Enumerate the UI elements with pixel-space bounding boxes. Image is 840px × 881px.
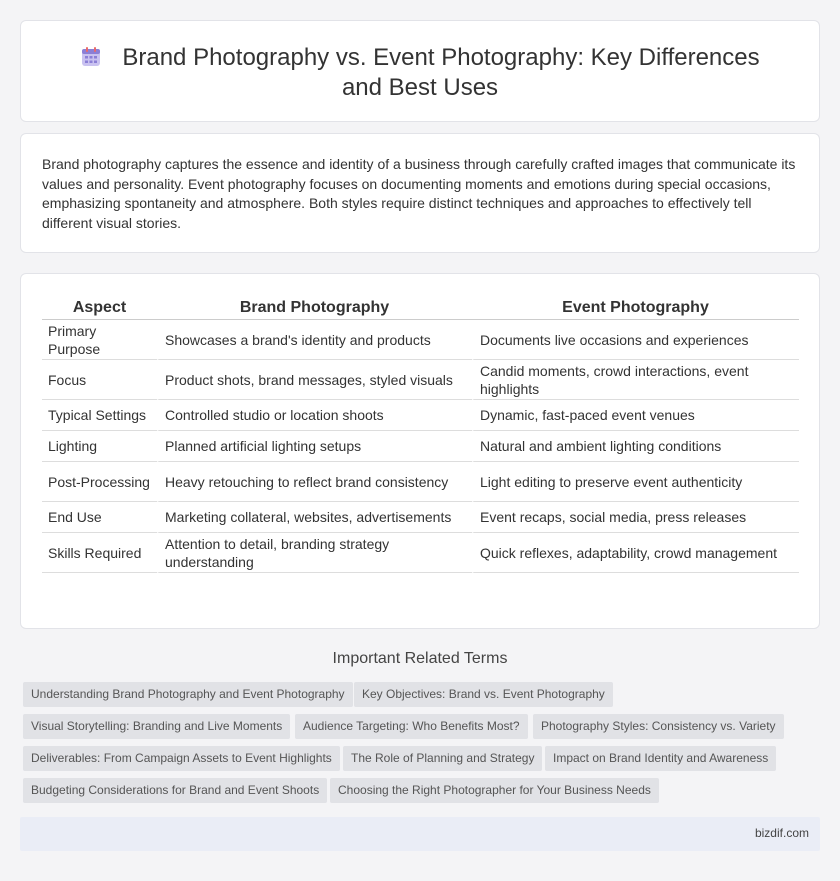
aspect-cell: End Use xyxy=(42,502,157,533)
related-term-tag[interactable]: Understanding Brand Photography and Event Photography xyxy=(23,682,353,707)
title-card xyxy=(20,20,820,122)
brand-cell: Product shots, brand messages, styled visuals xyxy=(157,360,472,400)
table-header-row xyxy=(42,295,799,320)
aspect-cell: Post-Processing xyxy=(42,462,157,502)
brand-cell: Controlled studio or location shoots xyxy=(157,400,472,431)
intro-card xyxy=(20,133,820,253)
event-cell: Dynamic, fast-paced event venues xyxy=(472,400,799,431)
calendar-icon xyxy=(80,46,102,68)
related-term-tag[interactable]: Photography Styles: Consistency vs. Variety xyxy=(533,714,784,739)
table-row xyxy=(42,400,799,431)
table-row xyxy=(42,462,799,502)
brand-cell: Showcases a brand's identity and products xyxy=(157,320,472,360)
event-cell: Documents live occasions and experiences xyxy=(472,320,799,360)
event-cell: Quick reflexes, adaptability, crowd management xyxy=(472,533,799,573)
related-term-tag[interactable]: Key Objectives: Brand vs. Event Photography xyxy=(354,682,613,707)
brand-cell: Marketing collateral, websites, advertisements xyxy=(157,502,472,533)
aspect-cell: Lighting xyxy=(42,431,157,462)
aspect-cell: Focus xyxy=(42,360,157,400)
related-term-tag[interactable]: Impact on Brand Identity and Awareness xyxy=(545,746,776,771)
table-row xyxy=(42,502,799,533)
event-cell: Event recaps, social media, press releases xyxy=(472,502,799,533)
page-title-wrap xyxy=(61,43,779,103)
brand-cell: Heavy retouching to reflect brand consistency xyxy=(157,462,472,502)
aspect-cell: Primary Purpose xyxy=(42,320,157,360)
aspect-cell: Typical Settings xyxy=(42,400,157,431)
page-title: Brand Photography vs. Event Photography: Key Differences and Best Uses xyxy=(122,44,760,101)
table-row xyxy=(42,431,799,462)
event-cell: Light editing to preserve event authenticity xyxy=(472,462,799,502)
brand-cell: Planned artificial lighting setups xyxy=(157,431,472,462)
related-term-tag[interactable]: Audience Targeting: Who Benefits Most? xyxy=(295,714,528,739)
comparison-table xyxy=(42,295,799,573)
brand-cell: Attention to detail, branding strategy understanding xyxy=(157,533,472,573)
table-row xyxy=(42,360,799,400)
related-term-tag[interactable]: Visual Storytelling: Branding and Live Moments xyxy=(23,714,290,739)
header-brand-photography: Brand Photography xyxy=(157,295,472,320)
table-row xyxy=(42,320,799,360)
event-cell: Natural and ambient lighting conditions xyxy=(472,431,799,462)
footer xyxy=(20,817,820,851)
table-row xyxy=(42,533,799,573)
header-event-photography: Event Photography xyxy=(472,295,799,320)
event-cell: Candid moments, crowd interactions, event highlights xyxy=(472,360,799,400)
aspect-cell: Skills Required xyxy=(42,533,157,573)
intro-paragraph: Brand photography captures the essence and identity of a business through carefully crafted images that communicate its values and personality. Event photography focuses on documenting moments and emotions during special occasions, emphasizing spontaneity and atmosphere. Both styles require distinct techniques and approaches to effectively tell different visual stories. xyxy=(42,156,796,231)
footer-site: bizdif.com xyxy=(754,826,809,840)
related-term-tag[interactable]: The Role of Planning and Strategy xyxy=(343,746,542,771)
related-term-tag[interactable]: Choosing the Right Photographer for Your Business Needs xyxy=(330,778,659,803)
related-term-tag[interactable]: Budgeting Considerations for Brand and Event Shoots xyxy=(23,778,327,803)
related-term-tag[interactable]: Deliverables: From Campaign Assets to Event Highlights xyxy=(23,746,340,771)
comparison-card xyxy=(20,273,820,629)
header-aspect: Aspect xyxy=(42,295,157,320)
related-terms-heading: Important Related Terms xyxy=(332,650,508,667)
